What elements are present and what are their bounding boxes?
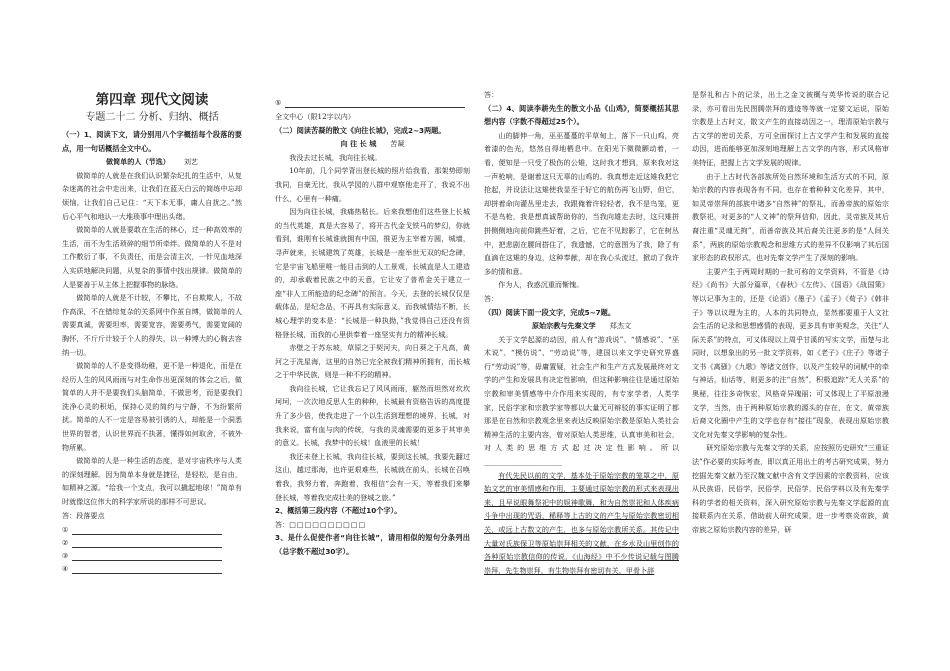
paragraph: 我向往长城，它让我忘记了风风雨雨，躯然而坦然对坎坎坷坷，一次次地反思人生的种种，长城最有资格告诉的高度提升了多少倍，使我走进了一个以生活到理想的境界，长城，对我来说，富有血与肉的传统，与我的灵魂需要的更多于其审美的意义。长城，我梦中的长城！血液里的长城！ bbox=[275, 383, 470, 448]
paragraph: 做简单的人就是要敢在生活的林心，过一种高效率的生活，而不为生活琐碎的细节所牵绊。做简单的人不是对工作敷衍了事，不负责任，而是会清主次，一针见血地深入实质地解决问题，从复杂的事情中找出规律。做简单的人是要善于从主体上把握事物的脉络。 bbox=[62, 225, 242, 289]
column-2 bbox=[275, 95, 470, 559]
answer-label[interactable]: 答： bbox=[484, 293, 499, 303]
answer-line-1[interactable]: ① bbox=[72, 524, 222, 535]
column-4 bbox=[692, 88, 889, 537]
paragraph: 赤壁之于苏东坡，草原之于契河夫，向日葵之于凡高，黄河之于冼星海，这里的自然已完全被我们精神所拥有，而长城之于中华民族，则是一种不朽的精神。 bbox=[275, 343, 470, 380]
column-3 bbox=[484, 88, 679, 577]
paragraph: 我没去过长城，我向往长城。 bbox=[289, 152, 382, 162]
section-title: 专题二十二 分析、归纳、概括 bbox=[85, 112, 219, 123]
question-5-heading: （四）阅读下面一段文字，完成5~7题。 bbox=[484, 307, 616, 317]
paragraph: 作为人，我惑沉重而惭愧。 bbox=[498, 280, 584, 290]
paragraph: 做简单的人就是不计较，不攀比，不自欺欺人，不故作高深，不在错综复杂的关系网中作茧自缚，做简单的人需要真诚，需要坦率，需要宽容，需要勇气，需要宽阔的胸怀，不斤斤计较于个人的得失，以一种博大的心胸去容纳一切。 bbox=[62, 293, 242, 357]
answer-blanks[interactable]: 答：□□□□□□□□□□ bbox=[275, 519, 367, 529]
paragraph: 做简单的人就是在我们认识繁杂纪扎的生活中，从复杂迷离的社会中走出来，让我们在蓝天白云的简练中忘却烦恼，让我们自己记住：“天下本无事，庸人自扰之。”然后心平气和地认一大堆琐事中理出头绪。 bbox=[62, 170, 242, 221]
question-4-heading: （二）4、阅读李耕先生的散文小品《山鸡》，简要概括其思想内容（字数不得超过25个）。 bbox=[484, 103, 679, 127]
essay-title: 原始宗教与先秦文学 郑杰文 bbox=[531, 321, 632, 331]
column-1 bbox=[62, 88, 242, 576]
paragraph: 我还未登上长城，我向往长城，要到这长城，我要先翻过这山，越过那海，也许更艰难些，长城就在前头，长城在召唤着我，我努力着，奔跑着，我相信“会有一天，等着我们来攀登长城，等着我完成壮美的登城之旅。” bbox=[275, 451, 470, 502]
question-2-heading: （二）阅读苦凝的散文《向往长城》，完成2~3两题。 bbox=[275, 125, 446, 135]
paragraph: 关于文学起源的动因，前人有“游戏说”、“情感说”、“巫术说”、“模仿说”、“劳动说”等，建国以来文学史研究界盛行“劳动说”等，毋庸置疑，社会生产和生产方式发展最终对文学的产生和发展具有决定性影响，但这种影响往往是通过原始宗教和审美情感等中介作用来实现的，有专家学者，人类学家，民俗学家和宗教学家等都以大量无可辩驳的事实证明了都那是在自然和宗教观念里来表达反映原始宗教是原始人类社会精神生活的主要内容，曾对原始人类思维，认真审美和社会，对人类的思维方式起过决定性影响。所以______________________ bbox=[484, 334, 679, 467]
paragraph: 主要产生于两周时期的一批可称的文学资料，不管是《诗经》《尚书》大部分篇章，《春秋》《左传》、《国语》《战国策》等以记事为主的，还是《论语》《墨子》《孟子》《荀子》《韩非子》等以议理为主的，人本的共同特点，显然都要重于人文社会生活的记录和思想感情的表现，更多具有审美观念，关注“人际关系”的特点，可又体现以上周乎甘溪的写实文学，而楚与北同时，以想象出的另一批文学资料，如《老子》《庄子》等诸子文书《离骚》《九歌》等诸文创作，以及产生较早的词赋中的牵与神话，仙话等，则更多的注“自然”，积极追踪“无人关系”的奥秘，往往多奇恢宏，风格奇异瑰丽；可又体现上了平原浪漫文学，当然，由于两种原始宗教的源头的存在，在文，黄帝族后裔文化圈中产生的文学也存有“接往”现象，表现出原始宗教文化对先秦文学影响的复杂性。 bbox=[692, 266, 889, 439]
answer-line-2[interactable]: ② bbox=[72, 537, 222, 548]
answer-line-5[interactable]: ⑤ bbox=[285, 97, 465, 108]
full-text-label: 全文中心（限12字以内） bbox=[275, 112, 355, 121]
question-1-heading: （一）1、阅读下文，请分别用八个字概括每个段落的要点，用一句话概括全文中心。 bbox=[62, 130, 242, 153]
answer-label[interactable]: 答： bbox=[484, 90, 499, 99]
paragraph: 做简单的人不是变得幼稚，更不是一种退化，而是在经历人生的风风雨雨与对生命作出更深刻的体会之后，做简单的人并不是要我们头脑简单，不做思考，而是要我们洗净心灵的积垢，保持心灵的简约与宁静，不为纷繁所扰。简单的人不一定是容易被引诱的人，却能是一个洞悉世界的智者，认识世界而不执著，懂得如何取舍，不被外物所累。 bbox=[62, 361, 242, 452]
paragraph: 研究原始宗教与先秦文学的关系，应按照历史研究“三重证法”作必要的实际考查，即以真正用出土的考古研究成果，努力挖掘先秦文献乃至汉魏文献中含有文学因素的宗教资料，应该从民族语，民俗学，民俗学，民俗学，民俗学料以及有先秦学科的学者的相关资料，深入研究原始宗教与先秦文学起源的直接联系内在关系，借助前人研究成果，进一步考察炎帝族，黄帝族之原始宗教内容的差异，研 bbox=[692, 443, 889, 534]
answer-line-3[interactable]: ③ bbox=[72, 550, 222, 561]
paragraph: 因为向往长城，我痛热粘长。后来我想他们这些登上长城的当代英雄，真是大容易了，将开古代金戈铁马的梦幻，你就看到，谁刚有长城谁就拥有中国，推更为主宰着方圆，城墙，寻声就来，长城建筑了英雄，长城是一座举世无双的纪念碑，它是宇宙飞船里唯一能目击到的人工景观，长城直是人工建造的，却承载着民族之中的天意，它让安了普希金关于建立一座“非人工所能造的纪念碑”的预言。今天，去登的长城仅仅是载体品，是纪念品，不再具有实际意义，而我城情结不断，长城心理学的变本是：“长城是一种执拗，”我觉得自己还没有资格登长城，而我的心里供奉着一座坚实有力的精神长城。 bbox=[275, 207, 470, 339]
essay-title: 做简单的人（节选） 刘艺 bbox=[105, 157, 199, 167]
underlined-paragraph: 有代先民以前的文学，基本处于原始宗教的笼罩之中，原始文艺的审美情感和作用，主要通过原始宗教的形式来表现出来，且早说眼舞祭祀中的娱神歌舞，和为自然崇祀和人体疾病斗争中出现的咒语，稀释等上古的文的产生与原始宗教密切相关，或远上古数文的产生，也多与原始宗教所关系。其传记中大量对氏族保卫等原始崇拜相关的文献，在乡水及山里创作的各种原始宗教信仰的传说，《山海经》中不少传说记载与图腾崇拜，先生物崇拜，有生物崇拜有密切有关，甲骨卜辞 bbox=[484, 470, 679, 575]
paragraph: 做简单的人是一种生活的态度，是对宇宙秩序与人类的深刻理解。因为简单本身就是捷径，是轻松，是自由，如精神之源。“给我一个支点，我可以撬起地球！”简单有时就像这位伟大的科学家所说的那样不可思议。 bbox=[62, 456, 242, 507]
paragraph: 由于上古时代各部族所处自然环境和生活方式的不同，原始宗教的内容表现各有不同，也存在着种种文化差异，其中，如灵帝崇拜的部族中诸多“自然神”的祭礼，而善帝族的原始宗教祭祀，对更多的“人文神”的祭拜信仰，因此，灵帝族及其后裔注重“灵魂无拘”，而善帝族及其后裔关注更多的是“人间关系”，两族的原始宗教观念和思维方式的差异不仅影响了其后国家形态的政权形式，也对先秦文学产生了深刻的影响。 bbox=[692, 171, 889, 263]
paragraph: 山的脚伸一角，巫巫蔓蔓的平草甸上，落下一只山鸡，亮着漆的色光，悠然自得地栖息中。在阳光下微微颤动着，一看，便知是一只受了极伤的公雉，这时我才想到，原来我对这一声枪响，是谢着这只无辜的山鸡的。我真想走近这雉我把它抢起，并设法让这雉使我显至于好它的航伤再飞山野，但它，却拼着命向灌丛里走去，我跟俺着许轻轻者，我不是鸟笼，更不是鸟枪，我是想真诚帮助你的，当我向雄走去时，这只雉拼拼侧侧地向前仰跳些好着，之后，它在不见踪影了，它在树丛中，把悲剧在腰间搭住了，我遗憾，它的意图为了我，除了有血滴在这雉的身边，这种奉献，却在我心头流过，掀动了我许多的情和意。 bbox=[484, 130, 679, 276]
answer-label: 答：段落要点 bbox=[62, 510, 105, 520]
chapter-title: 第四章 现代文阅读 bbox=[95, 92, 209, 108]
paragraph: 10年前，几个同学背出登长城的照片给我看，那架势即刻我同，自豪无比，我从学园的八群中观察他走开了，我说不出什么，心里有一种痛。 bbox=[275, 166, 470, 203]
question-3: 3、是什么促使作者“向往长城”，请用相似的短句分条列出（总字数不超过30字）。 bbox=[275, 533, 470, 556]
paragraph: 是祭礼和占卜的记录，出土之金文被概与英华传说的联合记录，亦可看出先民图腾崇拜的遗迹等等就一定要文运说，原始宗教是上古时文，散文产生的直接动因之一，理清原始宗教与古文学的密切关系，方可全面探讨上古文学产生和发展的直接动因，进而能够更加深刻地理解上古文学的内容，形式风格审美特征，把握上古文学发展的规律。 bbox=[692, 90, 889, 167]
question-2: 2、概括第三段内容（不超过10个字）。 bbox=[275, 506, 402, 516]
answer-line-4[interactable]: ④ bbox=[72, 563, 222, 574]
essay-title: 向 往 长 城 苦凝 bbox=[340, 139, 405, 149]
